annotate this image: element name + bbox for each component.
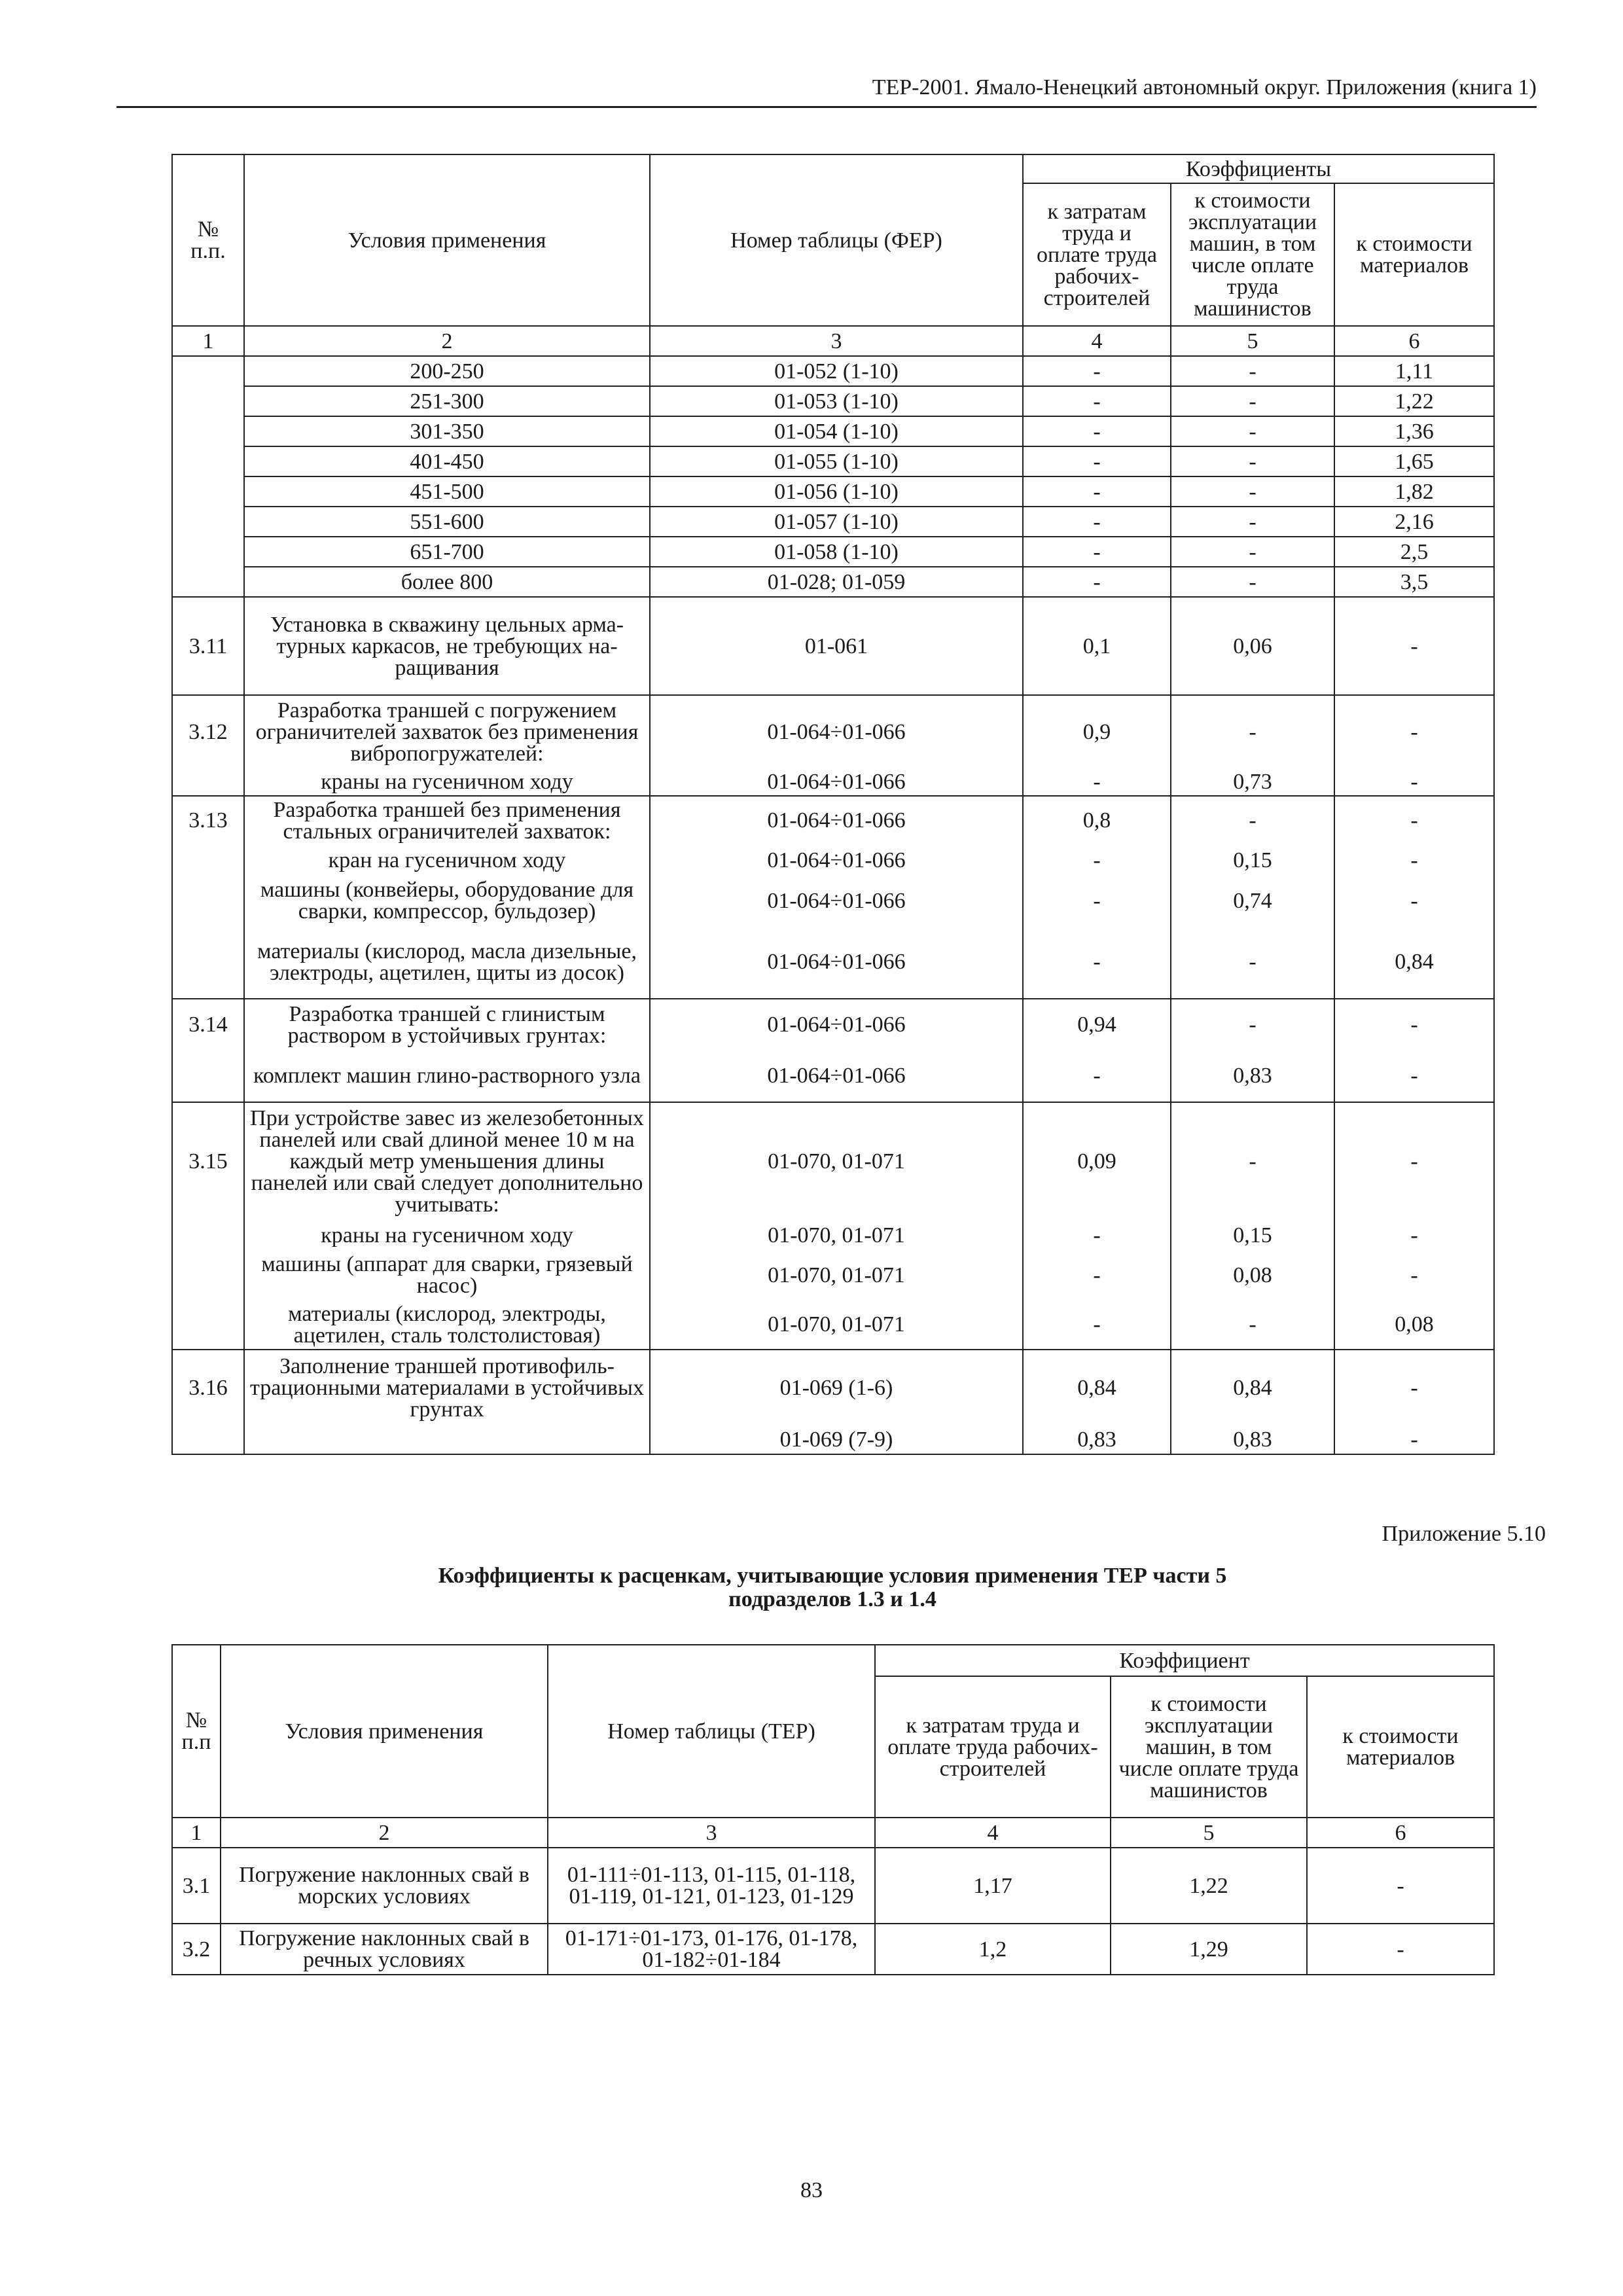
row-no: [172, 356, 244, 386]
table-row: [172, 356, 1494, 386]
row-machines: -: [1171, 537, 1334, 567]
row-table-no: 01-064÷01-066: [650, 844, 1023, 876]
row-table-no: 01-056 (1-10): [650, 476, 1023, 507]
row-labor: -: [1023, 876, 1171, 925]
row-labor: -: [1023, 356, 1171, 386]
row-table-no: 01-070, 01-071: [650, 1102, 1023, 1220]
column-number: 2: [244, 326, 650, 356]
table-row: [172, 597, 1494, 695]
row-table-no: 01-064÷01-066: [650, 999, 1023, 1050]
row-conditions: 301-350: [244, 416, 650, 446]
row-no: [172, 507, 244, 537]
row-labor: 0,9: [1023, 695, 1171, 768]
row-machines: 0,15: [1171, 1220, 1334, 1250]
row-conditions: Разработка траншей с погружением ограничителей захваток без применения вибропогружателей:: [244, 695, 650, 768]
row-table-no: 01-054 (1-10): [650, 416, 1023, 446]
row-conditions: 551-600: [244, 507, 650, 537]
row-materials: 1,36: [1334, 416, 1494, 446]
row-no: [172, 925, 244, 999]
row-table-no: 01-064÷01-066: [650, 796, 1023, 844]
table-row: [172, 1350, 1494, 1426]
table-row: [172, 1250, 1494, 1300]
row-no: [172, 768, 244, 796]
table-row: [172, 1426, 1494, 1454]
header-machines: к стоимости эксплуатации машин, в том числе оплате труда машинистов: [1111, 1676, 1307, 1818]
row-machines: 0,83: [1171, 1426, 1334, 1454]
table-row: [172, 796, 1494, 844]
row-materials: -: [1334, 1426, 1494, 1454]
row-no: [172, 844, 244, 876]
row-table-no: 01-057 (1-10): [650, 507, 1023, 537]
header-coefficient: Коэффициент: [875, 1645, 1494, 1676]
header-table-no: Номер таблицы (ФЕР): [650, 154, 1023, 326]
row-no: 3.2: [172, 1924, 221, 1975]
row-materials: 1,82: [1334, 476, 1494, 507]
row-materials: 2,16: [1334, 507, 1494, 537]
row-conditions: Погружение наклонных свай в морских условиях: [221, 1848, 548, 1924]
table-row: [172, 1050, 1494, 1102]
row-labor: -: [1023, 1220, 1171, 1250]
header-materials: к стоимости материалов: [1334, 183, 1494, 326]
row-labor: 0,09: [1023, 1102, 1171, 1220]
row-materials: 1,11: [1334, 356, 1494, 386]
row-table-no: 01-055 (1-10): [650, 446, 1023, 476]
row-conditions: материалы (кислород, масла дизельные, электроды, ацетилен, щиты из досок): [244, 925, 650, 999]
header-no: № п.п.: [172, 154, 244, 326]
table-row: [172, 1300, 1494, 1350]
row-labor: 0,8: [1023, 796, 1171, 844]
row-labor: -: [1023, 476, 1171, 507]
row-no: [172, 567, 244, 597]
row-table-no: 01-171÷01-173, 01-176, 01-178, 01-182÷01-184: [548, 1924, 875, 1975]
row-no: 3.12: [172, 695, 244, 768]
row-conditions: Разработка траншей с глинистым раствором в устойчивых грунтах:: [244, 999, 650, 1050]
column-number: 6: [1307, 1818, 1494, 1848]
row-no: 3.11: [172, 597, 244, 695]
row-table-no: 01-064÷01-066: [650, 695, 1023, 768]
row-table-no: 01-070, 01-071: [650, 1300, 1023, 1350]
row-table-no: 01-111÷01-113, 01-115, 01-118, 01-119, 01-121, 01-123, 01-129: [548, 1848, 875, 1924]
row-materials: -: [1334, 695, 1494, 768]
row-machines: 0,73: [1171, 768, 1334, 796]
row-labor: -: [1023, 537, 1171, 567]
row-conditions: машины (конвейеры, оборудование для сварки, компрессор, бульдозер): [244, 876, 650, 925]
row-machines: 0,83: [1171, 1050, 1334, 1102]
row-no: [172, 1426, 244, 1454]
table-row: [172, 416, 1494, 446]
column-number: 3: [650, 326, 1023, 356]
header-materials: к стоимости материалов: [1307, 1676, 1494, 1818]
row-machines: 0,15: [1171, 844, 1334, 876]
row-conditions: Разработка траншей без применения стальных ограничителей захваток:: [244, 796, 650, 844]
row-materials: -: [1334, 1250, 1494, 1300]
table-row: [172, 1924, 1494, 1975]
row-machines: -: [1171, 999, 1334, 1050]
table-row: [172, 476, 1494, 507]
row-conditions: [244, 1426, 650, 1454]
row-materials: -: [1334, 844, 1494, 876]
row-conditions: комплект машин глино-растворного узла: [244, 1050, 650, 1102]
header-labor: к затратам труда и оплате труда рабочих-строителей: [875, 1676, 1111, 1818]
row-machines: -: [1171, 416, 1334, 446]
row-no: [172, 876, 244, 925]
row-labor: 0,1: [1023, 597, 1171, 695]
row-materials: -: [1334, 1102, 1494, 1220]
header-table-no: Номер таблицы (ТЕР): [548, 1645, 875, 1818]
row-machines: -: [1171, 1102, 1334, 1220]
row-labor: 0,84: [1023, 1350, 1171, 1426]
column-number-row: [172, 326, 1494, 356]
header-machines: к стоимости эксплуатации машин, в том числе оплате труда машинистов: [1171, 183, 1334, 326]
column-number: 4: [875, 1818, 1111, 1848]
row-table-no: 01-028; 01-059: [650, 567, 1023, 597]
row-materials: -: [1334, 768, 1494, 796]
table-row: [172, 999, 1494, 1050]
row-no: [172, 537, 244, 567]
table-row: [172, 567, 1494, 597]
row-table-no: 01-064÷01-066: [650, 1050, 1023, 1102]
page-number: 83: [800, 2178, 823, 2202]
row-machines: 1,29: [1111, 1924, 1307, 1975]
row-machines: -: [1171, 476, 1334, 507]
row-table-no: 01-064÷01-066: [650, 768, 1023, 796]
row-materials: 2,5: [1334, 537, 1494, 567]
row-machines: -: [1171, 446, 1334, 476]
row-conditions: 651-700: [244, 537, 650, 567]
row-table-no: 01-058 (1-10): [650, 537, 1023, 567]
row-conditions: 451-500: [244, 476, 650, 507]
coefficients-table-2: [171, 1644, 1495, 1975]
table-row: [172, 925, 1494, 999]
row-labor: 1,2: [875, 1924, 1111, 1975]
row-no: [172, 476, 244, 507]
row-conditions: краны на гусеничном ходу: [244, 768, 650, 796]
column-number: 1: [172, 1818, 221, 1848]
table-title: [171, 1564, 1493, 1611]
row-labor: -: [1023, 925, 1171, 999]
row-materials: 3,5: [1334, 567, 1494, 597]
row-labor: -: [1023, 386, 1171, 416]
row-materials: 0,84: [1334, 925, 1494, 999]
column-number: 4: [1023, 326, 1171, 356]
row-machines: -: [1171, 567, 1334, 597]
table-row: [172, 844, 1494, 876]
row-table-no: 01-061: [650, 597, 1023, 695]
coefficients-table-1: [171, 154, 1495, 1455]
row-conditions: Установка в скважину цельных арматурных каркасов, не требующих наращивания: [244, 597, 650, 695]
row-no: [172, 1050, 244, 1102]
header-coefficients: Коэффициенты: [1023, 154, 1494, 183]
table-row: [172, 1848, 1494, 1924]
row-machines: -: [1171, 356, 1334, 386]
row-conditions: краны на гусеничном ходу: [244, 1220, 650, 1250]
table-title-line: Коэффициенты к расценкам, учитывающие условия применения ТЕР части 5: [438, 1564, 1227, 1588]
column-number: 6: [1334, 326, 1494, 356]
row-materials: 1,65: [1334, 446, 1494, 476]
column-number: 3: [548, 1818, 875, 1848]
row-labor: -: [1023, 567, 1171, 597]
table-row: [172, 507, 1494, 537]
table-row: [172, 386, 1494, 416]
row-labor: 0,83: [1023, 1426, 1171, 1454]
row-materials: -: [1307, 1924, 1494, 1975]
row-table-no: 01-069 (1-6): [650, 1350, 1023, 1426]
running-header: ТЕР-2001. Ямало-Ненецкий автономный округ. Приложения (книга 1): [116, 73, 1537, 108]
row-machines: 0,06: [1171, 597, 1334, 695]
row-no: [172, 446, 244, 476]
row-conditions: Заполнение траншей противофильтрационными материалами в устойчивых грунтах: [244, 1350, 650, 1426]
header-labor: к затратам труда и оплате труда рабочих-строителей: [1023, 183, 1171, 326]
row-table-no: 01-070, 01-071: [650, 1250, 1023, 1300]
header-no: № п.п: [172, 1645, 221, 1818]
table-row: [172, 537, 1494, 567]
row-materials: -: [1334, 1050, 1494, 1102]
row-materials: -: [1334, 999, 1494, 1050]
row-labor: -: [1023, 507, 1171, 537]
row-conditions: более 800: [244, 567, 650, 597]
table-row: [172, 695, 1494, 768]
row-labor: -: [1023, 768, 1171, 796]
table-row: [172, 768, 1494, 796]
row-machines: 0,08: [1171, 1250, 1334, 1300]
table-row: [172, 1102, 1494, 1220]
table-row: [172, 446, 1494, 476]
row-machines: -: [1171, 386, 1334, 416]
row-materials: 1,22: [1334, 386, 1494, 416]
table-title-line: подразделов 1.3 и 1.4: [728, 1587, 936, 1611]
row-no: 3.14: [172, 999, 244, 1050]
column-number: 2: [221, 1818, 548, 1848]
row-labor: -: [1023, 844, 1171, 876]
row-materials: -: [1334, 876, 1494, 925]
row-machines: 0,74: [1171, 876, 1334, 925]
row-labor: -: [1023, 1050, 1171, 1102]
row-no: [172, 1220, 244, 1250]
row-conditions: материалы (кислород, электроды, ацетилен, сталь толстолистовая): [244, 1300, 650, 1350]
row-conditions: 251-300: [244, 386, 650, 416]
row-labor: -: [1023, 416, 1171, 446]
row-machines: 0,84: [1171, 1350, 1334, 1426]
row-conditions: кран на гусеничном ходу: [244, 844, 650, 876]
row-no: [172, 416, 244, 446]
row-labor: -: [1023, 1250, 1171, 1300]
row-no: [172, 1300, 244, 1350]
column-number-row: [172, 1818, 1494, 1848]
row-table-no: 01-064÷01-066: [650, 925, 1023, 999]
row-table-no: 01-052 (1-10): [650, 356, 1023, 386]
header-conditions: Условия применения: [244, 154, 650, 326]
column-number: 1: [172, 326, 244, 356]
row-labor: 0,94: [1023, 999, 1171, 1050]
header-conditions: Условия применения: [221, 1645, 548, 1818]
table-row: [172, 876, 1494, 925]
row-machines: -: [1171, 695, 1334, 768]
row-conditions: Погружение наклонных свай в речных условиях: [221, 1924, 548, 1975]
row-no: 3.15: [172, 1102, 244, 1220]
row-machines: 1,22: [1111, 1848, 1307, 1924]
row-labor: -: [1023, 446, 1171, 476]
row-materials: 0,08: [1334, 1300, 1494, 1350]
row-machines: -: [1171, 796, 1334, 844]
row-conditions: 401-450: [244, 446, 650, 476]
row-no: [172, 1250, 244, 1300]
column-number: 5: [1111, 1818, 1307, 1848]
row-table-no: 01-069 (7-9): [650, 1426, 1023, 1454]
row-materials: -: [1307, 1848, 1494, 1924]
row-materials: -: [1334, 1350, 1494, 1426]
row-conditions: 200-250: [244, 356, 650, 386]
row-table-no: 01-064÷01-066: [650, 876, 1023, 925]
row-no: [172, 386, 244, 416]
row-machines: -: [1171, 507, 1334, 537]
row-no: 3.13: [172, 796, 244, 844]
row-no: 3.16: [172, 1350, 244, 1426]
row-machines: -: [1171, 925, 1334, 999]
row-conditions: При устройстве завес из железобетонных панелей или свай длиной менее 10 м на каждый метр уменьшения длины панелей или свай следует дополнительно учитывать:: [244, 1102, 650, 1220]
appendix-label: Приложение 5.10: [1382, 1522, 1546, 1546]
row-conditions: машины (аппарат для сварки, грязевый насос): [244, 1250, 650, 1300]
row-table-no: 01-053 (1-10): [650, 386, 1023, 416]
column-number: 5: [1171, 326, 1334, 356]
row-materials: -: [1334, 597, 1494, 695]
table-row: [172, 1220, 1494, 1250]
row-labor: 1,17: [875, 1848, 1111, 1924]
row-materials: -: [1334, 796, 1494, 844]
row-machines: -: [1171, 1300, 1334, 1350]
row-materials: -: [1334, 1220, 1494, 1250]
row-labor: -: [1023, 1300, 1171, 1350]
row-table-no: 01-070, 01-071: [650, 1220, 1023, 1250]
row-no: 3.1: [172, 1848, 221, 1924]
